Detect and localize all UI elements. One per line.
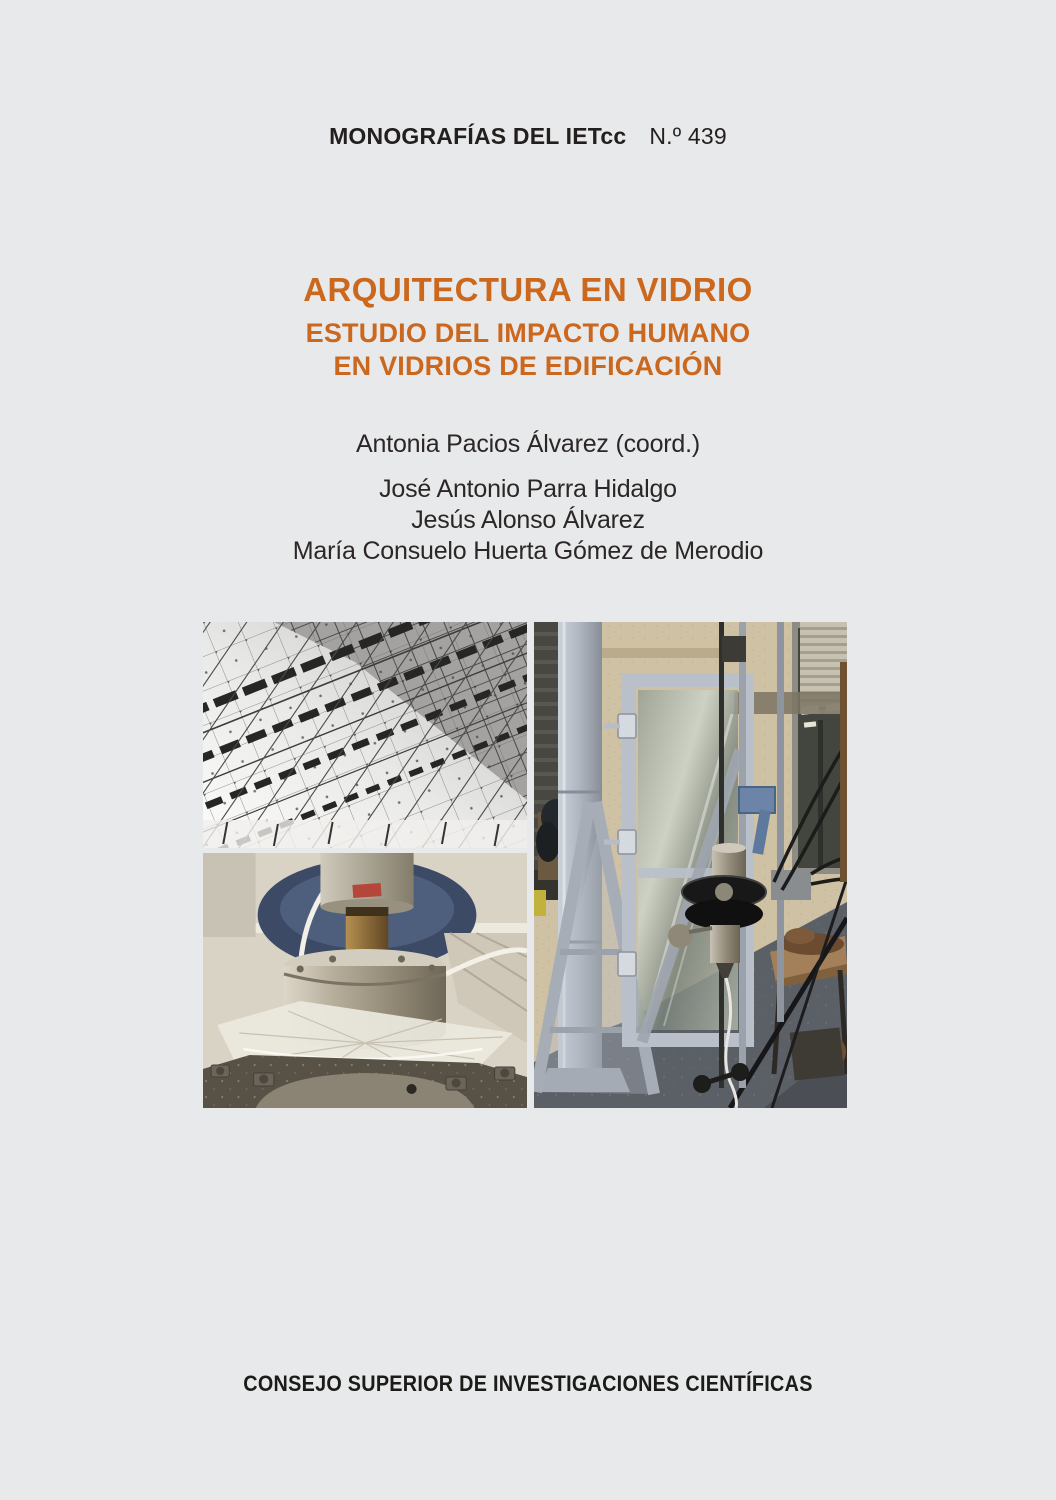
photo-collage	[203, 622, 847, 1108]
subtitle-line-2: EN VIDRIOS DE EDIFICACIÓN	[333, 351, 723, 381]
book-title: ARQUITECTURA EN VIDRIO	[303, 271, 753, 308]
series-title: MONOGRAFÍAS DEL IETcc	[329, 123, 627, 149]
impact-device-photo	[203, 853, 527, 1108]
book-subtitle	[0, 317, 1056, 383]
coordinator-name: Antonia Pacios Álvarez (coord.)	[356, 430, 700, 458]
impact-test-rig-photo	[534, 622, 847, 1108]
series-number: N.º 439	[649, 123, 727, 149]
publisher-name: CONSEJO SUPERIOR DE INVESTIGACIONES CIENTÍFICAS	[243, 1371, 813, 1396]
glass-roof-photo	[203, 622, 527, 848]
author-name: Jesús Alonso Álvarez	[411, 506, 645, 534]
series-header	[0, 123, 1056, 150]
subtitle-line-1: ESTUDIO DEL IMPACTO HUMANO	[305, 318, 751, 348]
author-list	[0, 474, 1056, 567]
author-name: José Antonio Parra Hidalgo	[379, 475, 677, 503]
author-name: María Consuelo Huerta Gómez de Merodio	[292, 537, 764, 565]
